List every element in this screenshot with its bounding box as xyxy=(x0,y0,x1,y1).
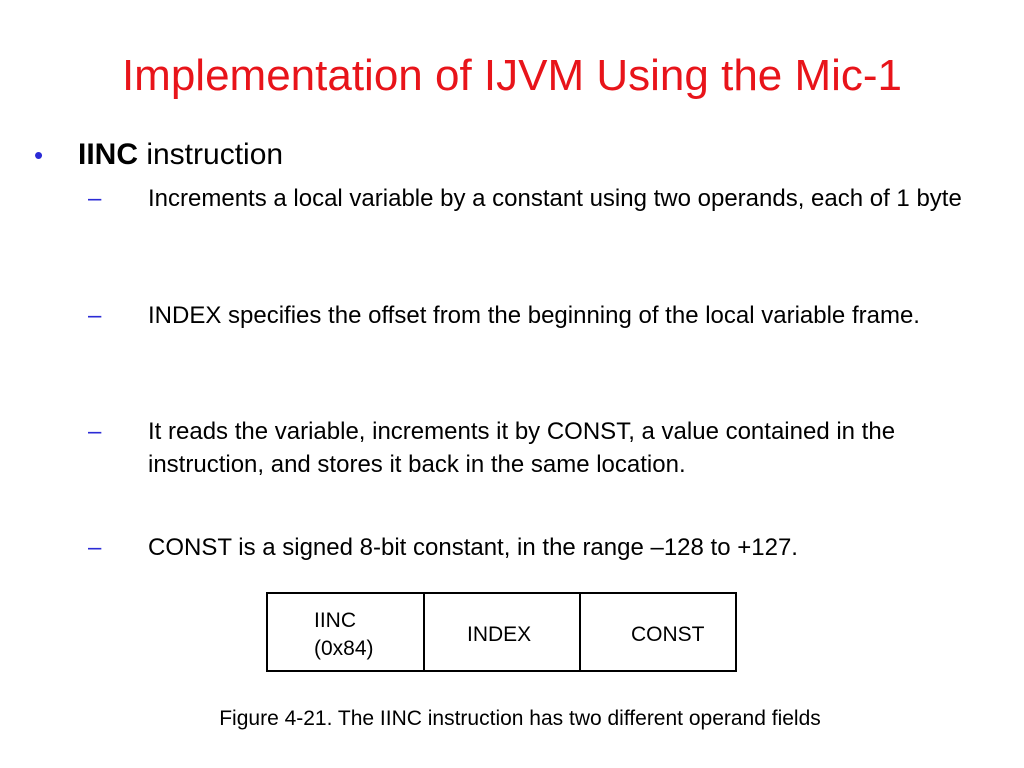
sub-bullet-text: It reads the variable, increments it by CONST, a value contained in the instruction, and stores it back in the same location. xyxy=(148,418,896,478)
sub-bullet-text: INDEX specifies the offset from the beginning of the local variable frame. xyxy=(148,302,920,329)
dash-icon: – xyxy=(88,534,102,561)
opcode-name: IINC xyxy=(314,609,356,632)
dash-icon: – xyxy=(88,418,102,445)
index-field xyxy=(425,594,581,670)
sub-bullet-text: Increments a local variable by a constant using two operands, each of 1 byte xyxy=(148,185,962,212)
figure-caption: Figure 4-21. The IINC instruction has two different operand fields xyxy=(219,707,821,730)
slide-title: Implementation of IJVM Using the Mic-1 xyxy=(121,51,903,100)
bullet-dot-icon: • xyxy=(34,140,44,170)
opcode-field xyxy=(268,594,425,670)
main-bullet-text xyxy=(78,136,283,174)
main-bullet-bold: IINC xyxy=(78,138,138,171)
opcode-hex: (0x84) xyxy=(314,637,374,660)
dash-icon: – xyxy=(88,302,102,329)
sub-bullet-text: CONST is a signed 8-bit constant, in the range –128 to +127. xyxy=(148,534,798,561)
const-label: CONST xyxy=(631,623,705,646)
const-field xyxy=(581,594,735,670)
main-bullet-rest: instruction xyxy=(138,138,284,171)
index-label: INDEX xyxy=(467,623,532,646)
dash-icon: – xyxy=(88,185,102,212)
instruction-format-diagram xyxy=(266,592,737,672)
